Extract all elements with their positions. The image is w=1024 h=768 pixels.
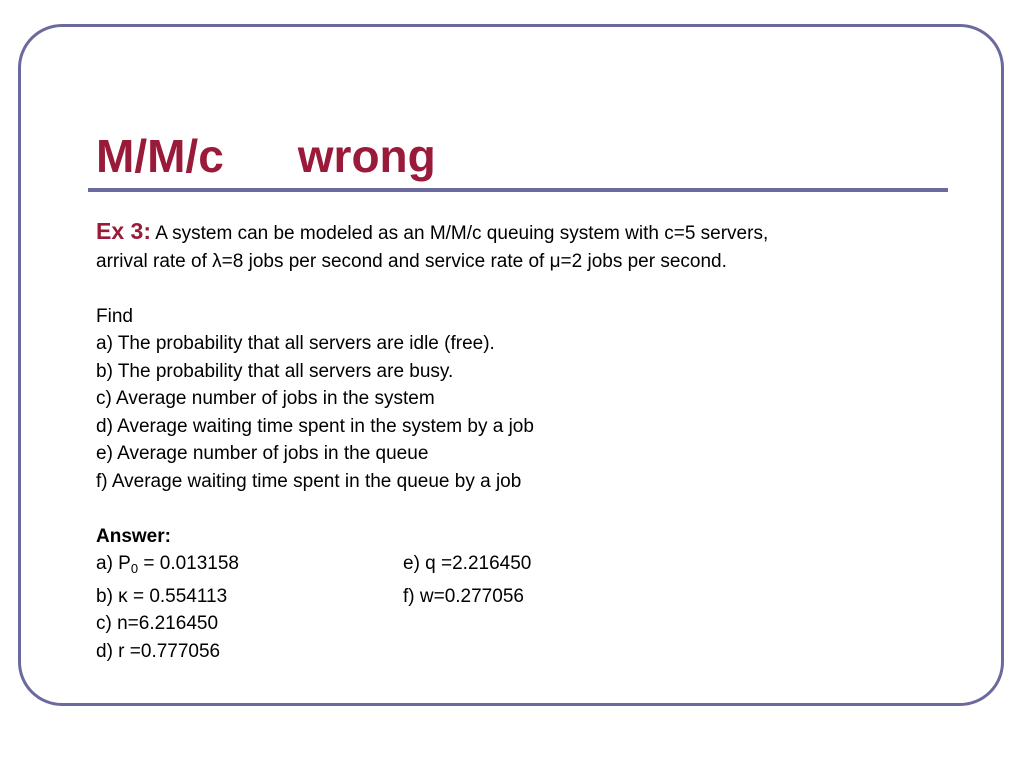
- answer-a-subscript: 0: [130, 561, 139, 576]
- find-item-c: c) Average number of jobs in the system: [96, 388, 435, 409]
- spacer: [96, 275, 976, 303]
- answer-row-3: [96, 610, 976, 638]
- problem-line-2: arrival rate of λ=8 jobs per second and service rate of μ=2 jobs per second.: [96, 250, 727, 272]
- slide-body: [96, 218, 976, 665]
- answer-row-1: [96, 550, 976, 583]
- answer-a: [96, 550, 403, 583]
- answer-row-2: [96, 583, 976, 611]
- answer-c: c) n=6.216450: [96, 613, 219, 634]
- answer-heading: Answer:: [96, 525, 171, 547]
- slide-title: [96, 128, 436, 184]
- problem-line-1: [96, 218, 976, 248]
- spacer: [96, 495, 976, 523]
- find-item-f: f) Average waiting time spent in the queue by a job: [96, 470, 522, 492]
- answer-a-prefix: a) P: [96, 553, 131, 574]
- title-part-1: M/M/c: [96, 130, 224, 182]
- title-divider: [88, 188, 948, 192]
- find-item-d: d) Average waiting time spent in the system by a job: [96, 415, 534, 437]
- answer-row-4: [96, 638, 976, 666]
- example-label: Ex 3:: [96, 218, 151, 244]
- title-part-2: wrong: [297, 130, 436, 182]
- problem-text-1: A system can be modeled as an M/M/c queuing system with c=5 servers,: [150, 223, 769, 244]
- answer-a-value: = 0.013158: [138, 553, 239, 574]
- answer-d: d) r =0.777056: [96, 640, 221, 662]
- answer-b: b) κ = 0.554113: [96, 585, 228, 607]
- find-item-b: b) The probability that all servers are busy.: [96, 360, 454, 382]
- answer-f: f) w=0.277056: [403, 585, 524, 607]
- answer-e: e) q =2.216450: [403, 553, 532, 574]
- find-heading: Find: [96, 305, 133, 327]
- find-item-e: e) Average number of jobs in the queue: [96, 443, 429, 464]
- find-item-a: a) The probability that all servers are idle (free).: [96, 333, 495, 354]
